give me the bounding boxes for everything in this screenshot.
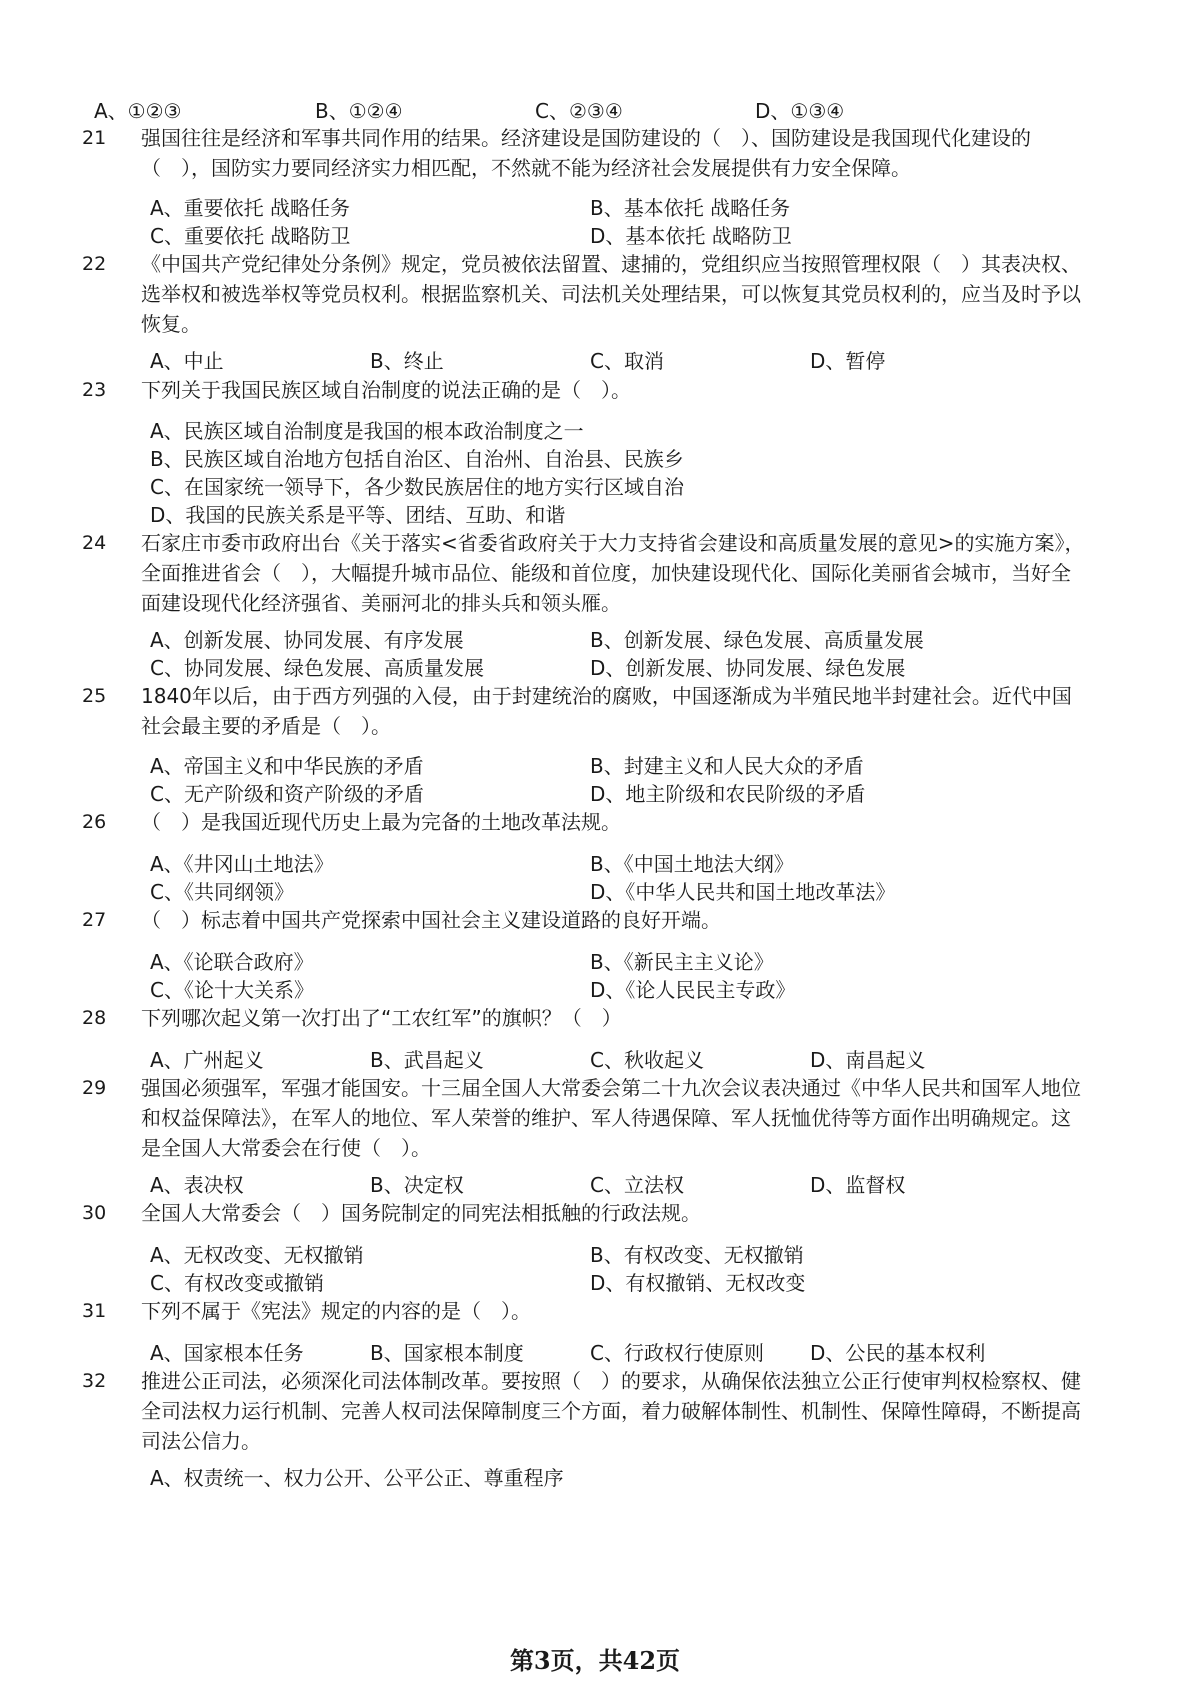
option-c: C、②③④ bbox=[535, 99, 623, 123]
option-d: D、基本依托 战略防卫 bbox=[590, 224, 792, 248]
page-footer: 第3页，共42页 bbox=[509, 1646, 681, 1675]
option-a: A、无权改变、无权撤销 bbox=[150, 1243, 364, 1267]
option-c: C、立法权 bbox=[590, 1173, 684, 1197]
question-text: 下列不属于《宪法》规定的内容的是（ ）。 bbox=[141, 1299, 531, 1323]
question-number: 28 bbox=[82, 1007, 107, 1029]
option-d: D、公民的基本权利 bbox=[810, 1341, 986, 1365]
question-text: 推进公正司法，必须深化司法体制改革。要按照（ ）的要求，从确保依法独立公正行使审判权检察权、健全司法权力运行机制、完善人权司法保障制度三个方面，着力破解体制性、机制性、保障性障碍，不断提高司法公信力。 bbox=[141, 1369, 1081, 1453]
question-text: 1840年以后，由于西方列强的入侵，由于封建统治的腐败，中国逐渐成为半殖民地半封建社会。近代中国社会最主要的矛盾是（ ）。 bbox=[141, 684, 1072, 738]
option-b: B、民族区域自治地方包括自治区、自治州、自治县、民族乡 bbox=[150, 447, 684, 471]
question-text: 《中国共产党纪律处分条例》规定，党员被依法留置、逮捕的，党组织应当按照管理权限（ ）其表决权、选举权和被选举权等党员权利。根据监察机关、司法机关处理结果，可以恢复其党员权利的，应当及时予以恢复。 bbox=[141, 252, 1081, 336]
option-d: D、有权撤销、无权改变 bbox=[590, 1271, 806, 1295]
question-text: 强国必须强军，军强才能国安。十三届全国人大常委会第二十九次会议表决通过《中华人民共和国军人地位和权益保障法》，在军人的地位、军人荣誉的维护、军人待遇保障、军人抚恤优待等方面作出明确规定。这是全国人大常委会在行使（ ）。 bbox=[141, 1076, 1081, 1160]
option-c: C、取消 bbox=[590, 349, 664, 373]
option-c: C、重要依托 战略防卫 bbox=[150, 224, 351, 248]
option-b: B、有权改变、无权撤销 bbox=[590, 1243, 804, 1267]
question-number: 23 bbox=[82, 379, 107, 401]
option-c: C、有权改变或撤销 bbox=[150, 1271, 324, 1295]
question-text: （ ）标志着中国共产党探索中国社会主义建设道路的良好开端。 bbox=[141, 908, 721, 932]
option-a: A、广州起义 bbox=[150, 1048, 264, 1072]
option-d: D、南昌起义 bbox=[810, 1048, 926, 1072]
question-20-options bbox=[0, 96, 1190, 126]
question-number: 22 bbox=[82, 253, 107, 275]
option-a: A、创新发展、协同发展、有序发展 bbox=[150, 628, 464, 652]
option-d: D、暂停 bbox=[810, 349, 886, 373]
question-number: 30 bbox=[82, 1202, 107, 1224]
option-c: C、行政权行使原则 bbox=[590, 1341, 764, 1365]
question-number: 25 bbox=[82, 685, 107, 707]
question-number: 24 bbox=[82, 532, 107, 554]
option-a: A、表决权 bbox=[150, 1173, 244, 1197]
option-a: A、《井冈山土地法》 bbox=[150, 852, 334, 876]
option-b: B、武昌起义 bbox=[370, 1048, 484, 1072]
option-a: A、帝国主义和中华民族的矛盾 bbox=[150, 754, 424, 778]
option-a: A、权责统一、权力公开、公平公正、尊重程序 bbox=[150, 1466, 564, 1490]
option-b: B、终止 bbox=[370, 349, 444, 373]
option-a: A、①②③ bbox=[94, 99, 182, 123]
question-number: 27 bbox=[82, 909, 107, 931]
option-a: A、国家根本任务 bbox=[150, 1341, 304, 1365]
question-text: （ ）是我国近现代历史上最为完备的土地改革法规。 bbox=[141, 810, 621, 834]
option-b: B、《中国土地法大纲》 bbox=[590, 852, 794, 876]
question-text: 强国往往是经济和军事共同作用的结果。经济建设是国防建设的（ ）、国防建设是我国现代化建设的（ ），国防实力要同经济实力相匹配，不然就不能为经济社会发展提供有力安全保障。 bbox=[141, 126, 1031, 180]
option-c: C、在国家统一领导下，各少数民族居住的地方实行区域自治 bbox=[150, 475, 684, 499]
option-a: A、民族区域自治制度是我国的根本政治制度之一 bbox=[150, 419, 584, 443]
option-b: B、封建主义和人民大众的矛盾 bbox=[590, 754, 864, 778]
option-a: A、《论联合政府》 bbox=[150, 950, 314, 974]
option-b: B、决定权 bbox=[370, 1173, 464, 1197]
option-a: A、重要依托 战略任务 bbox=[150, 196, 351, 220]
question-text: 下列关于我国民族区域自治制度的说法正确的是（ ）。 bbox=[141, 378, 631, 402]
question-text: 下列哪次起义第一次打出了“工农红军”的旗帜？（ ） bbox=[141, 1006, 622, 1030]
question-number: 29 bbox=[82, 1077, 107, 1099]
option-b: B、国家根本制度 bbox=[370, 1341, 524, 1365]
question-number: 26 bbox=[82, 811, 107, 833]
question-number: 32 bbox=[82, 1370, 107, 1392]
option-b: B、创新发展、绿色发展、高质量发展 bbox=[590, 628, 924, 652]
option-d: D、《中华人民共和国土地改革法》 bbox=[590, 880, 896, 904]
option-d: D、创新发展、协同发展、绿色发展 bbox=[590, 656, 906, 680]
question-text: 全国人大常委会（ ）国务院制定的同宪法相抵触的行政法规。 bbox=[141, 1201, 701, 1225]
option-b: B、①②④ bbox=[315, 99, 403, 123]
option-d: D、①③④ bbox=[755, 99, 845, 123]
option-c: C、《论十大关系》 bbox=[150, 978, 314, 1002]
option-b: B、《新民主主义论》 bbox=[590, 950, 774, 974]
option-c: C、《共同纲领》 bbox=[150, 880, 294, 904]
option-c: C、协同发展、绿色发展、高质量发展 bbox=[150, 656, 484, 680]
option-c: C、秋收起义 bbox=[590, 1048, 704, 1072]
question-number: 31 bbox=[82, 1300, 107, 1322]
option-d: D、《论人民民主专政》 bbox=[590, 978, 796, 1002]
option-b: B、基本依托 战略任务 bbox=[590, 196, 791, 220]
option-d: D、我国的民族关系是平等、团结、互助、和谐 bbox=[150, 503, 566, 527]
option-a: A、中止 bbox=[150, 349, 224, 373]
option-c: C、无产阶级和资产阶级的矛盾 bbox=[150, 782, 424, 806]
option-d: D、地主阶级和农民阶级的矛盾 bbox=[590, 782, 866, 806]
question-text: 石家庄市委市政府出台《关于落实<省委省政府关于大力支持省会建设和高质量发展的意见>的实施方案》，全面推进省会（ ），大幅提升城市品位、能级和首位度，加快建设现代化、国际化美丽省会城市，当好全面建设现代化经济强省、美丽河北的排头兵和领头雁。 bbox=[141, 531, 1085, 615]
question-number: 21 bbox=[82, 127, 107, 149]
option-d: D、监督权 bbox=[810, 1173, 906, 1197]
